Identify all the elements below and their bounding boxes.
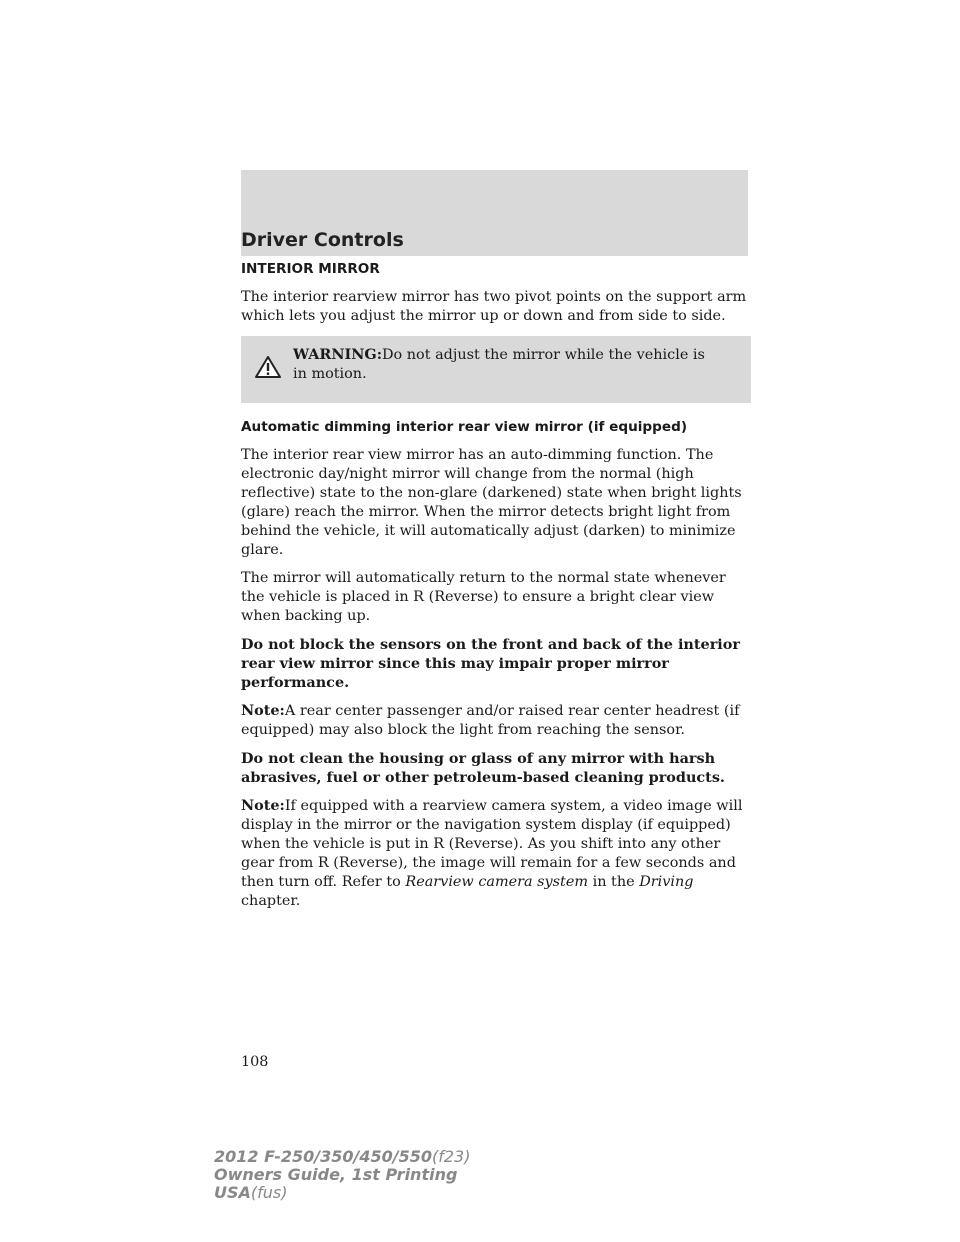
footer-line-3 (214, 1184, 470, 1202)
footer-market-code: (fus) (250, 1183, 288, 1202)
section-title: Driver Controls (241, 229, 404, 251)
warning-label: WARNING: (293, 346, 383, 363)
warning-text-block (293, 345, 721, 384)
interior-mirror-heading: INTERIOR MIRROR (241, 261, 380, 277)
auto-dimming-paragraph-2: The mirror will automatically return to the normal state whenever the vehicle is placed in R (Reverse) to ensure a bright clear view when backing up. (241, 570, 726, 624)
warning-box (241, 336, 751, 403)
auto-dimming-paragraph-1: The interior rear view mirror has an auto-dimming function. The electronic day/night mirror will change from the normal (high reflective) state to the non-glare (darkened) state when bright lights (glare) reach the mirror. When the mirror detects bright light from behind the vehicle, it will automatically adjust (darken) to minimize glare. (241, 447, 742, 558)
note-text-end: chapter. (241, 893, 301, 909)
driving-chapter-reference: Driving (639, 874, 694, 890)
note-headrest (241, 701, 751, 740)
print-footer (214, 1148, 470, 1202)
rearview-camera-reference: Rearview camera system (405, 874, 589, 890)
interior-mirror-intro: The interior rearview mirror has two pivot points on the support arm which lets you adjust the mirror up or down and from side to side. (241, 289, 747, 324)
page-content (241, 260, 751, 920)
sensor-caution: Do not block the sensors on the front and back of the interior rear view mirror since this may impair proper mirror performance. (241, 636, 740, 691)
warning-triangle-icon (255, 355, 281, 379)
footer-model-code: (f23) (432, 1147, 471, 1166)
note-text-mid: in the (588, 874, 640, 890)
footer-model: 2012 F-250/350/450/550 (214, 1147, 432, 1166)
warning-text: Do not adjust the mirror while the vehicle is in motion. (293, 347, 705, 382)
note-label: Note: (241, 702, 285, 719)
note-text: If equipped with a rearview camera system, a video image will display in the mirror or the navigation system display (if equipped) when the vehicle is put in R (Reverse). As you shift into any other gear from R (Reverse), the image will remain for a few seconds and then turn off. Refer to (241, 798, 743, 890)
note-label: Note: (241, 797, 285, 814)
footer-line-2: Owners Guide, 1st Printing (214, 1165, 458, 1184)
auto-dimming-heading: Automatic dimming interior rear view mirror (if equipped) (241, 419, 688, 435)
footer-line-1 (214, 1148, 470, 1166)
footer-market: USA (214, 1183, 251, 1202)
page-number: 108 (241, 1054, 269, 1070)
note-text: A rear center passenger and/or raised rear center headrest (if equipped) may also block the light from reaching the sensor. (241, 703, 740, 738)
note-rearview-camera (241, 796, 751, 911)
cleaning-caution: Do not clean the housing or glass of any mirror with harsh abrasives, fuel or other petroleum-based cleaning products. (241, 750, 725, 786)
section-header-band (241, 170, 748, 256)
